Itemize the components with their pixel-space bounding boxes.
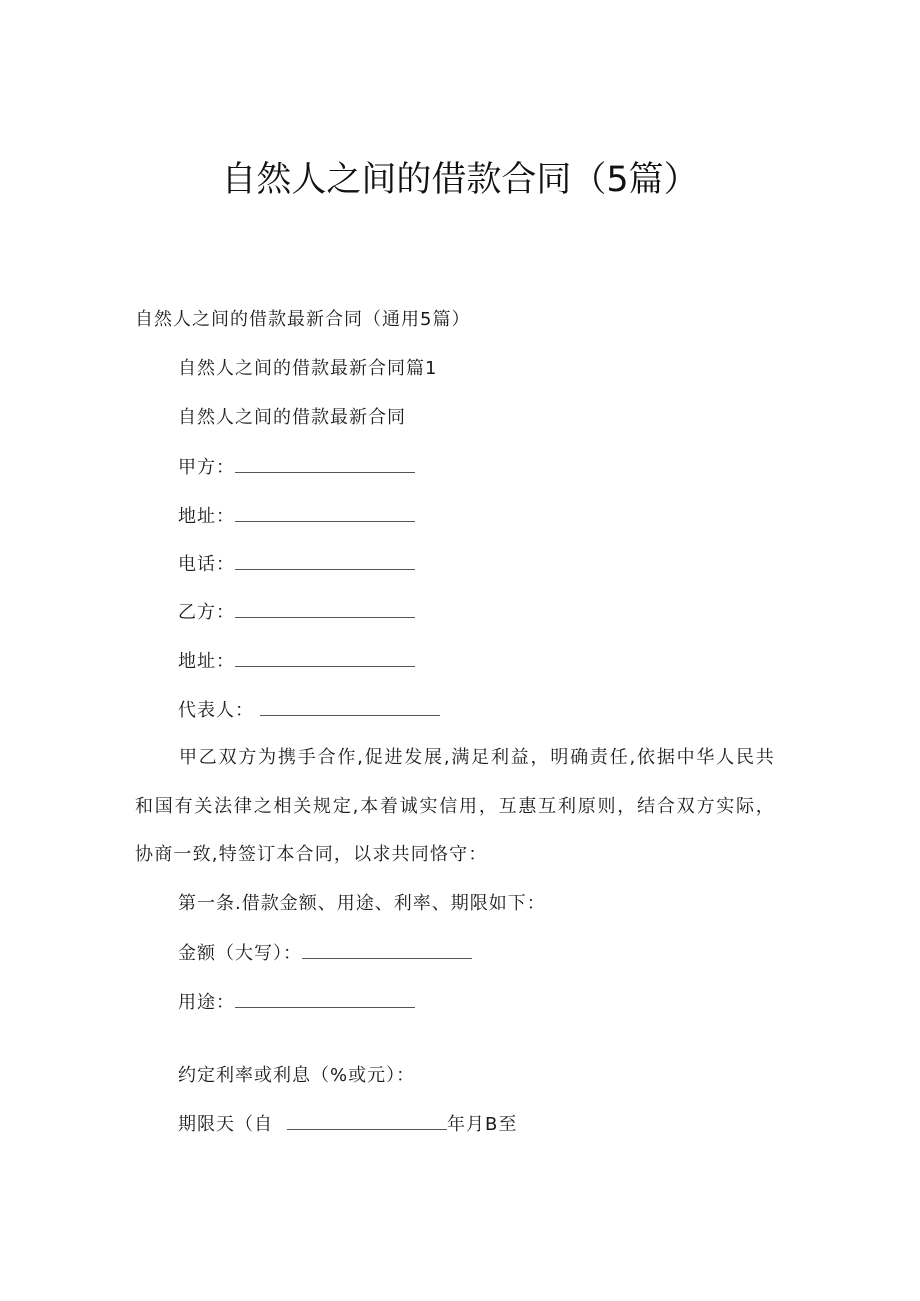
representative-blank[interactable] <box>260 698 440 716</box>
amount-blank[interactable] <box>302 941 472 959</box>
phone-label: 电话： <box>178 554 235 575</box>
term-prefix: 期限天（自 <box>178 1114 273 1135</box>
address-a-field <box>178 504 415 529</box>
usage-blank[interactable] <box>235 990 415 1008</box>
amount-label: 金额（大写）： <box>178 943 302 964</box>
term-start-blank[interactable] <box>287 1112 447 1130</box>
party-b-label: 乙方： <box>178 602 235 623</box>
address-b-blank[interactable] <box>235 649 415 667</box>
party-a-label: 甲方： <box>178 457 235 478</box>
preamble-paragraph: 甲乙双方为携手合作,促进发展,满足利益，明确责任,依据中华人民共和国有关法律之相关规定,本着诚实信用，互惠互利原则，结合双方实际，协商一致,特签订本合同，以求共同恪守： <box>135 747 775 865</box>
term-suffix: 年月B至 <box>447 1114 518 1135</box>
document-title: 自然人之间的借款合同（5篇） <box>221 160 699 200</box>
intro-line: 自然人之间的借款最新合同（通用5篇） <box>135 309 471 330</box>
representative-field <box>178 698 440 723</box>
phone-blank[interactable] <box>235 552 415 570</box>
address-b-field <box>178 649 415 674</box>
party-a-blank[interactable] <box>235 455 415 473</box>
amount-field <box>178 941 472 966</box>
party-b-field <box>178 600 415 625</box>
contract-name: 自然人之间的借款最新合同 <box>178 407 406 428</box>
section-heading: 自然人之间的借款最新合同篇1 <box>178 358 438 379</box>
usage-label: 用途： <box>178 992 235 1013</box>
address-a-blank[interactable] <box>235 504 415 522</box>
phone-field <box>178 552 415 577</box>
representative-label: 代表人： <box>178 700 254 721</box>
party-a-field <box>178 455 415 480</box>
address-b-label: 地址： <box>178 651 235 672</box>
party-b-blank[interactable] <box>235 600 415 618</box>
address-a-label: 地址： <box>178 506 235 527</box>
usage-field <box>178 990 415 1015</box>
article-1-heading: 第一条.借款金额、用途、利率、期限如下： <box>178 893 546 914</box>
term-field <box>178 1112 517 1137</box>
interest-line: 约定利率或利息（%或元）： <box>178 1065 416 1086</box>
